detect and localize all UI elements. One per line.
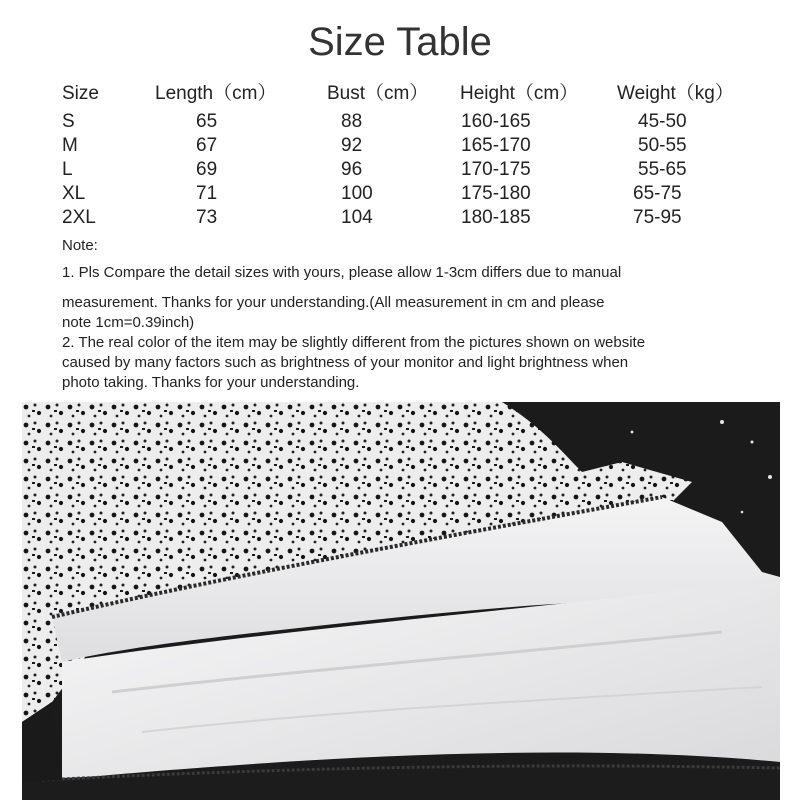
table-cell-bust: 96 xyxy=(341,159,363,180)
note-line: note 1cm=0.39inch) xyxy=(62,314,195,331)
table-cell-bust: 88 xyxy=(341,111,363,132)
note-line: caused by many factors such as brightness of your monitor and light brightness when xyxy=(62,354,629,371)
table-cell-weight: 75-95 xyxy=(633,207,682,228)
size-table xyxy=(0,80,800,230)
table-cell-height: 180-185 xyxy=(461,207,531,228)
table-cell-height: 165-170 xyxy=(461,135,531,156)
table-cell-length: 73 xyxy=(196,207,218,228)
note-line: 2. The real color of the item may be slightly different from the pictures shown on website xyxy=(62,334,646,351)
table-cell-length: 69 xyxy=(196,159,218,180)
table-cell-length: 71 xyxy=(196,183,218,204)
note-line: measurement. Thanks for your understanding.(All measurement in cm and please xyxy=(62,294,605,311)
header-length: Length（cm） xyxy=(155,83,277,104)
header-bust: Bust（cm） xyxy=(327,83,429,104)
table-cell-weight: 45-50 xyxy=(638,111,687,132)
fabric-photo xyxy=(22,402,780,800)
table-cell-bust: 92 xyxy=(341,135,363,156)
table-cell-weight: 55-65 xyxy=(638,159,687,180)
table-cell-size: M xyxy=(62,135,78,156)
header-height: Height（cm） xyxy=(460,83,579,104)
table-cell-height: 170-175 xyxy=(461,159,531,180)
fabric-closeup-image xyxy=(22,402,780,800)
table-cell-height: 175-180 xyxy=(461,183,531,204)
table-cell-size: XL xyxy=(62,183,86,204)
table-cell-bust: 100 xyxy=(341,183,373,204)
table-cell-bust: 104 xyxy=(341,207,373,228)
table-cell-size: L xyxy=(62,159,73,180)
table-cell-length: 67 xyxy=(196,135,218,156)
page-title: Size Table xyxy=(308,20,492,64)
table-cell-weight: 50-55 xyxy=(638,135,687,156)
note-line: 1. Pls Compare the detail sizes with yours, please allow 1-3cm differs due to manual xyxy=(62,264,622,281)
table-cell-length: 65 xyxy=(196,111,218,132)
note-label: Note: xyxy=(62,237,98,254)
note-line: photo taking. Thanks for your understanding. xyxy=(62,374,360,391)
header-size: Size xyxy=(62,83,99,104)
table-cell-weight: 65-75 xyxy=(633,183,682,204)
header-weight: Weight（kg） xyxy=(617,83,734,104)
table-cell-height: 160-165 xyxy=(461,111,531,132)
table-cell-size: 2XL xyxy=(62,207,96,228)
table-cell-size: S xyxy=(62,111,75,132)
